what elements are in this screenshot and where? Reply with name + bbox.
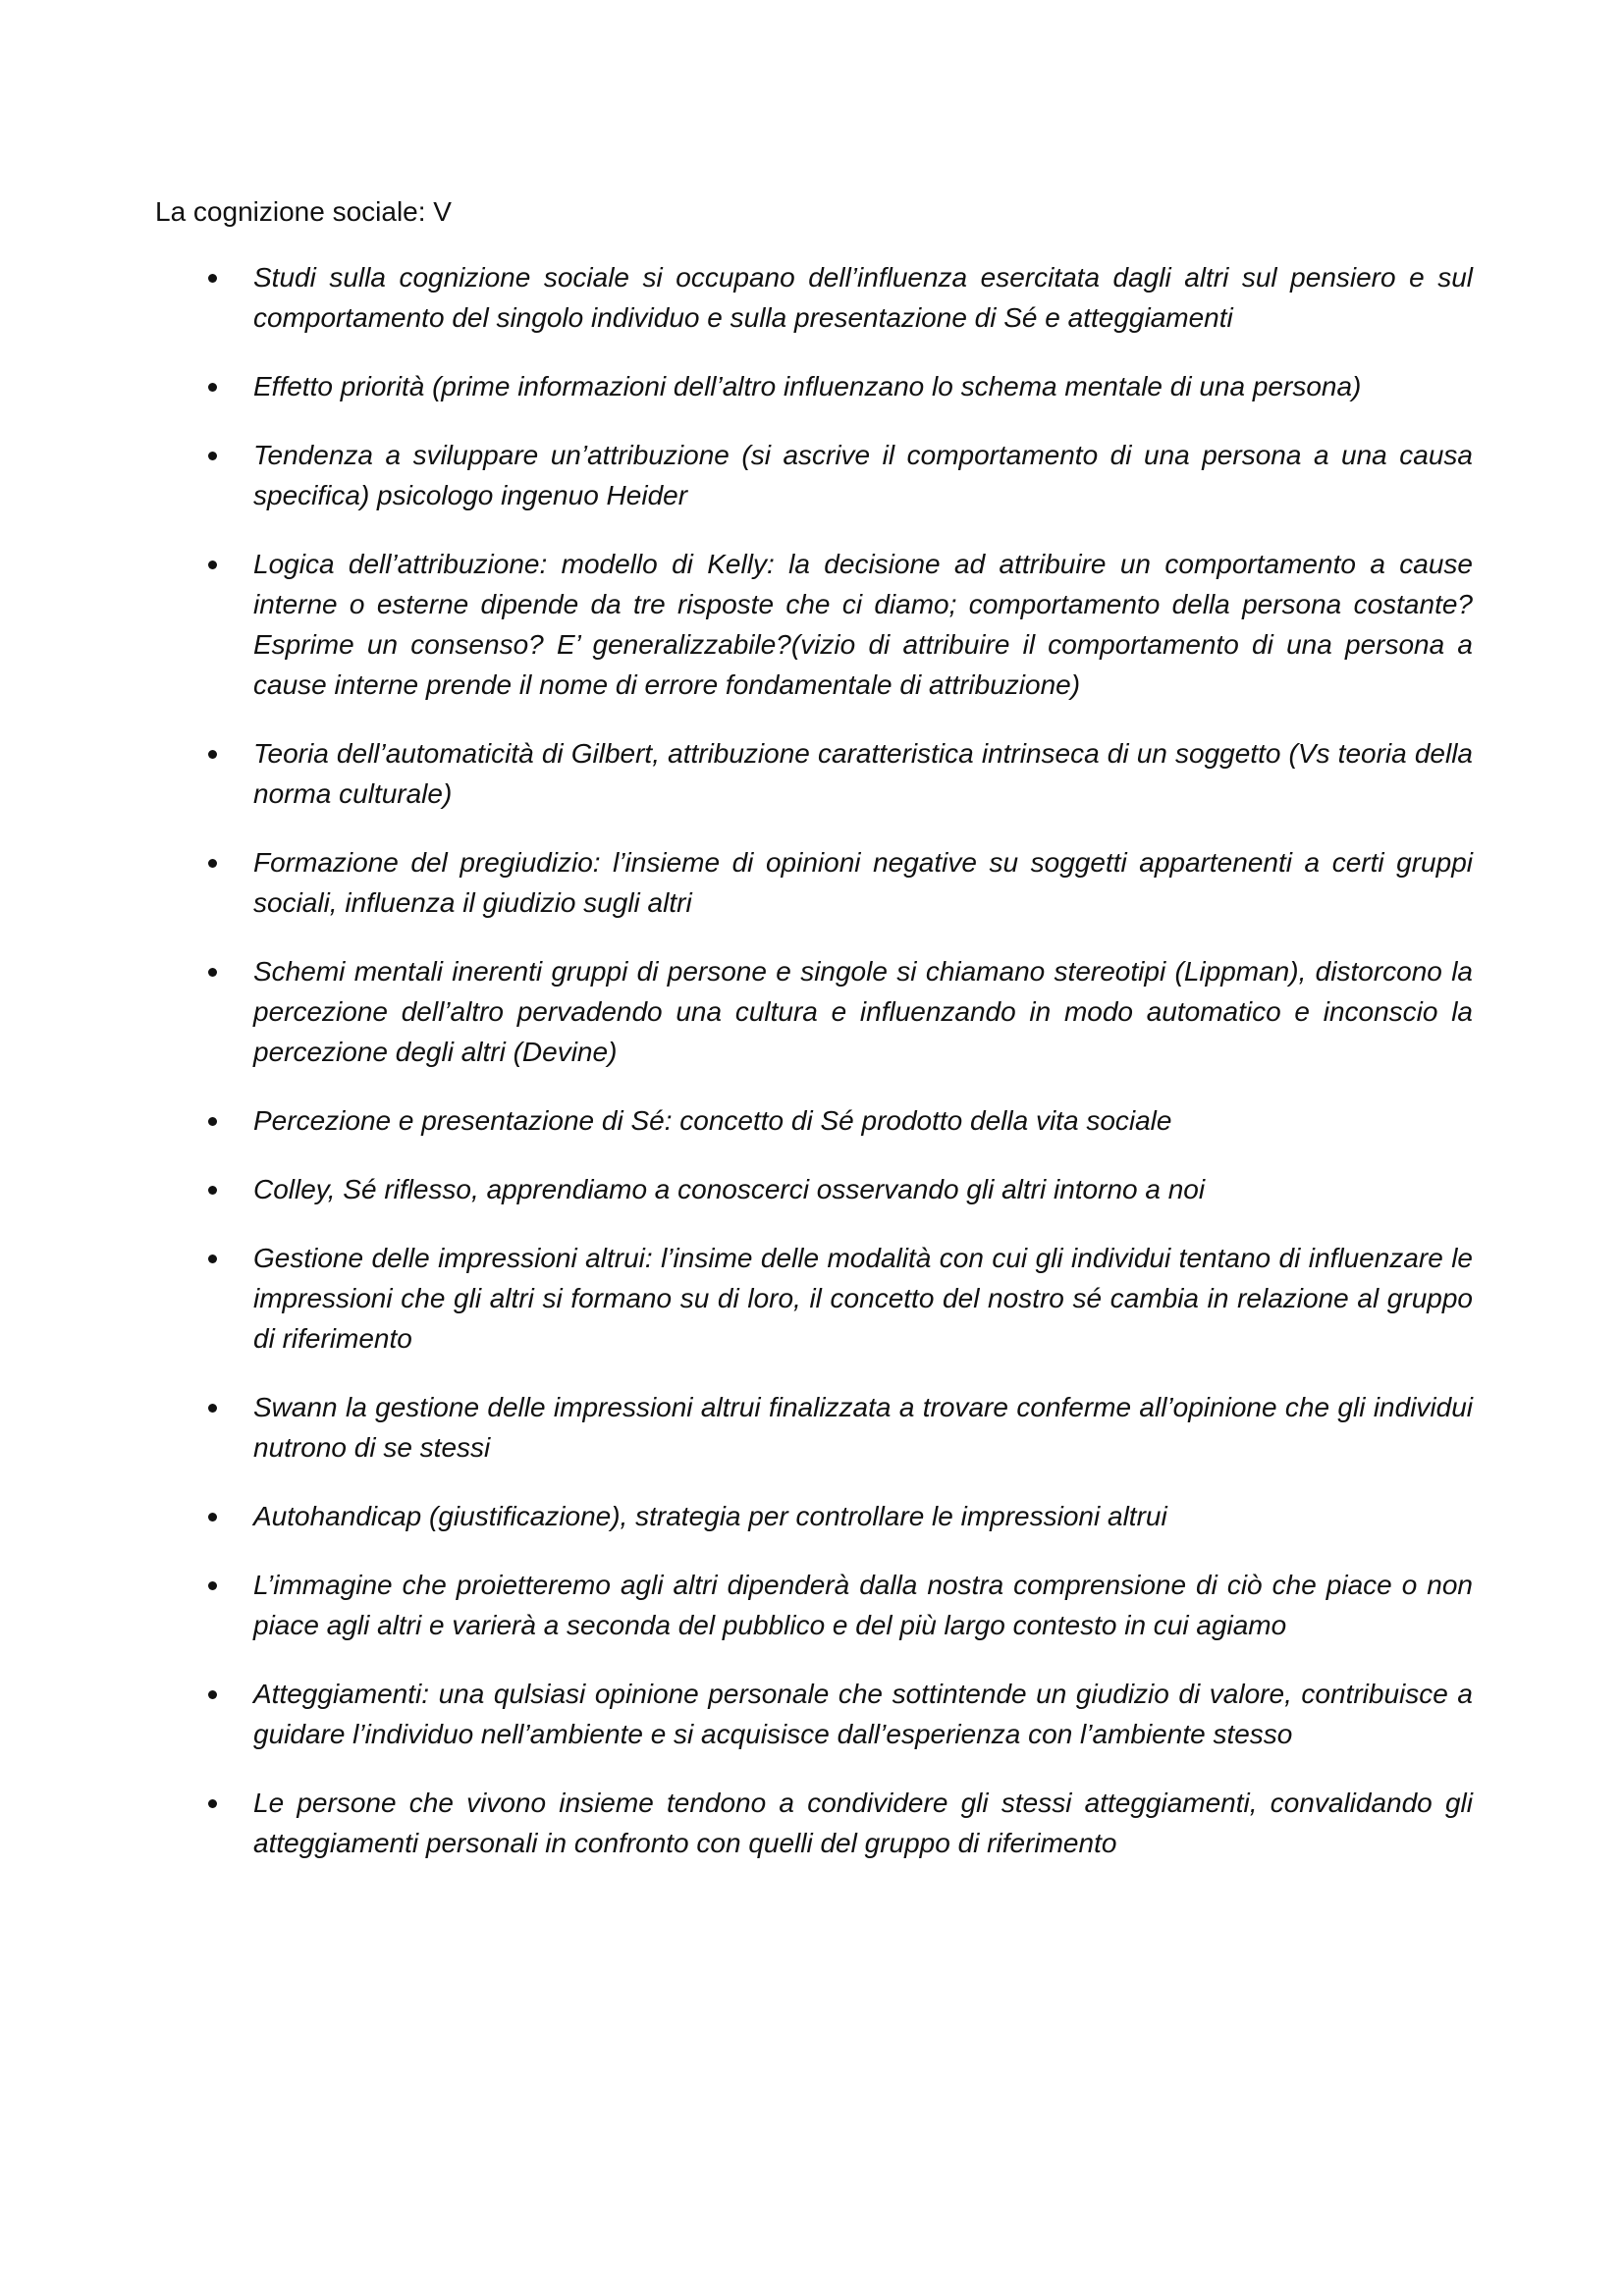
list-item	[0, 1496, 1623, 1536]
list-item	[0, 544, 1623, 705]
list-item-text: Le persone che vivono insieme tendono a condividere gli stessi atteggiamenti, convalidando gli atteggiamenti personali in confronto con quelli del gruppo di riferimento	[253, 1788, 1473, 1858]
list-item	[0, 1387, 1623, 1468]
list-item-text: L’immagine che proietteremo agli altri dipenderà dalla nostra comprensione di ciò che piace o non piace agli altri e varierà a seconda del pubblico e del più largo contesto in cui agiamo	[253, 1570, 1473, 1640]
list-item-text: Autohandicap (giustificazione), strategia per controllare le impressioni altrui	[253, 1501, 1167, 1531]
bullet-icon	[208, 1581, 217, 1590]
list-item-text: Colley, Sé riflesso, apprendiamo a conoscerci osservando gli altri intorno a noi	[253, 1174, 1206, 1204]
list-item	[0, 1565, 1623, 1645]
list-item	[0, 1169, 1623, 1209]
list-item-text: Percezione e presentazione di Sé: concetto di Sé prodotto della vita sociale	[253, 1105, 1172, 1136]
bullet-icon	[208, 1117, 217, 1126]
list-item-text: Tendenza a sviluppare un’attribuzione (si ascrive il comportamento di una persona a una causa specifica) psicologo ingenuo Heider	[253, 440, 1473, 510]
document-title: La cognizione sociale: V	[155, 196, 452, 227]
list-item-text: Atteggiamenti: una qulsiasi opinione personale che sottintende un giudizio di valore, contribuisce a guidare l’individuo nell’ambiente e si acquisisce dall’esperienza con l’ambiente stesso	[253, 1679, 1473, 1749]
list-item-text: Swann la gestione delle impressioni altrui finalizzata a trovare conferme all’opinione che gli individui nutrono di se stessi	[253, 1392, 1473, 1463]
list-item	[0, 1100, 1623, 1141]
list-item-text: Schemi mentali inerenti gruppi di persone e singole si chiamano stereotipi (Lippman), distorcono la percezione dell’altro pervadendo una cultura e influenzando in modo automatico e inconscio la percezione degli altri (Devine)	[253, 956, 1473, 1067]
list-item	[0, 435, 1623, 515]
list-item-text: Formazione del pregiudizio: l’insieme di opinioni negative su soggetti appartenenti a certi gruppi sociali, influenza il giudizio sugli altri	[253, 847, 1473, 918]
bullet-icon	[208, 968, 217, 977]
list-item-text: Studi sulla cognizione sociale si occupano dell’influenza esercitata dagli altri sul pensiero e sul comportamento del singolo individuo e sulla presentazione di Sé e atteggiamenti	[253, 262, 1473, 333]
bullet-icon	[208, 1186, 217, 1195]
bullet-list	[0, 257, 1623, 1892]
list-item-text: Effetto priorità (prime informazioni dell’altro influenzano lo schema mentale di una persona)	[253, 371, 1362, 401]
list-item	[0, 733, 1623, 814]
bullet-icon	[208, 1404, 217, 1413]
list-item-text: Gestione delle impressioni altrui: l’insime delle modalità con cui gli individui tentano di influenzare le impressioni che gli altri si formano su di loro, il concetto del nostro sé cambia in relazione al gruppo di riferimento	[253, 1243, 1473, 1354]
list-item	[0, 1783, 1623, 1863]
list-item-text: Teoria dell’automaticità di Gilbert, attribuzione caratteristica intrinseca di un soggetto (Vs teoria della norma culturale)	[253, 738, 1473, 809]
bullet-icon	[208, 1799, 217, 1808]
list-item	[0, 1238, 1623, 1359]
bullet-icon	[208, 859, 217, 868]
bullet-icon	[208, 1255, 217, 1263]
list-item	[0, 951, 1623, 1072]
bullet-icon	[208, 274, 217, 283]
bullet-icon	[208, 750, 217, 759]
list-item	[0, 366, 1623, 406]
bullet-icon	[208, 1690, 217, 1699]
list-item	[0, 257, 1623, 338]
list-item	[0, 1674, 1623, 1754]
bullet-icon	[208, 452, 217, 460]
bullet-icon	[208, 561, 217, 569]
list-item-text: Logica dell’attribuzione: modello di Kelly: la decisione ad attribuire un comportamento a cause interne o esterne dipende da tre risposte che ci diamo; comportamento della persona costante? Esprime un consenso? E’ generalizzabile?(vizio di attribuire il comportamento di una persona a cause interne prende il nome di errore fondamentale di attribuzione)	[253, 549, 1473, 700]
bullet-icon	[208, 1513, 217, 1522]
bullet-icon	[208, 383, 217, 392]
list-item	[0, 842, 1623, 923]
